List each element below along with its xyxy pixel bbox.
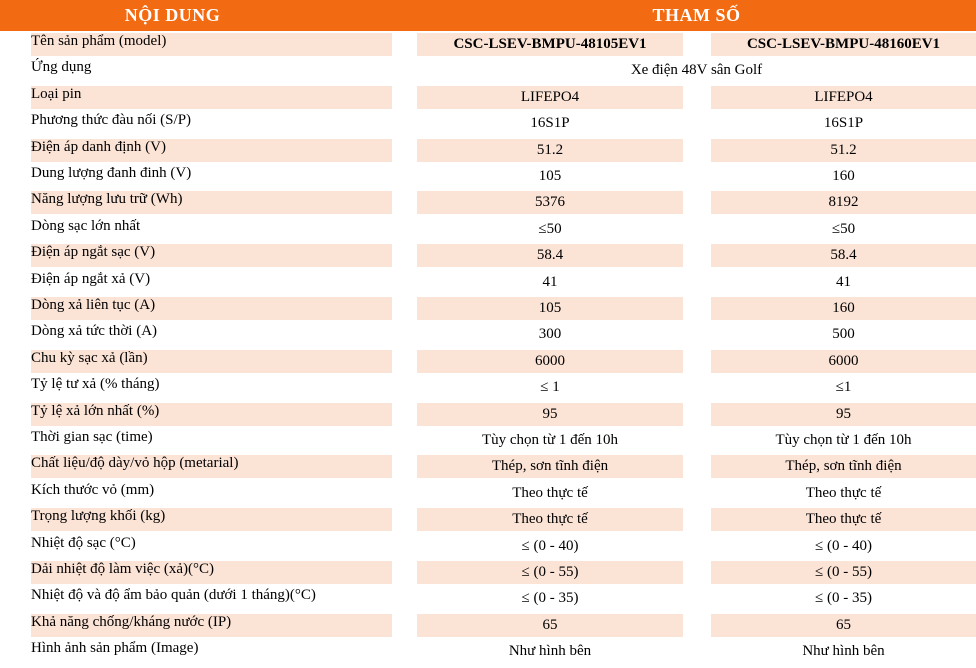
row-value-model-1: ≤ 1 — [540, 379, 560, 396]
row-value-model-2: 41 — [836, 273, 851, 290]
row-value-model-2: LIFEPO4 — [814, 88, 873, 105]
table-row — [0, 374, 976, 400]
row-value-model-2: ≤ (0 - 55) — [815, 564, 872, 580]
table-row — [0, 137, 976, 163]
table-row — [0, 295, 976, 321]
row-value-model-2: Theo thực tế — [805, 511, 882, 528]
row-value-model-2: 160 — [832, 300, 855, 316]
row-value-model-2: 51.2 — [830, 141, 857, 158]
row-value-model-2: 16S1P — [823, 115, 864, 132]
row-value-model-1: 41 — [542, 273, 558, 290]
table-row — [0, 401, 976, 427]
row-label: Trọng lượng khối (kg) — [31, 508, 166, 525]
table-row — [0, 348, 976, 374]
table-row — [0, 84, 976, 110]
table-header — [0, 0, 976, 31]
table-row — [0, 612, 976, 638]
row-label: Hình ảnh sản phẩm (Image) — [31, 640, 199, 657]
row-value-model-1: ≤ (0 - 40) — [521, 537, 579, 554]
row-value-model-2: ≤1 — [835, 379, 852, 396]
row-value-model-2: 6000 — [828, 352, 859, 369]
row-label: Dung lượng đanh đinh (V) — [31, 165, 192, 181]
table-row — [0, 638, 976, 664]
header-content-label: NỘI DUNG — [124, 5, 221, 25]
row-label: Loại pin — [31, 85, 82, 102]
row-value-model-1: 300 — [538, 326, 562, 343]
row-value-model-1: ≤ (0 - 55) — [521, 564, 579, 580]
table-row — [0, 453, 976, 479]
row-label: Chất liệu/độ dày/vỏ hộp (metarial) — [31, 455, 239, 472]
row-value-model-1: CSC-LSEV-BMPU-48105EV1 — [453, 36, 647, 52]
row-value-model-1: LIFEPO4 — [520, 88, 580, 105]
row-value-model-1: ≤ (0 - 35) — [521, 590, 579, 607]
row-value-model-1: 58.4 — [536, 247, 564, 264]
row-label: Khả năng chống/kháng nước (IP) — [31, 613, 232, 630]
row-value-model-1: 6000 — [535, 352, 565, 369]
row-value-model-1: Thép, sơn tĩnh điện — [491, 458, 609, 475]
row-label: Kích thước vỏ (mm) — [31, 481, 155, 498]
row-value-model-1: Như hình bên — [508, 643, 592, 660]
row-label: Điện áp ngắt xả (V) — [31, 270, 151, 287]
row-value-model-1: Theo thực tế — [512, 484, 588, 501]
row-label: Chu kỳ sạc xả (lần) — [31, 349, 148, 366]
table-row — [0, 31, 976, 57]
table-row — [0, 533, 976, 559]
row-label: Ứng dụng — [31, 59, 92, 76]
row-label: Dải nhiệt độ làm việc (xả)(°C) — [31, 561, 215, 577]
table-row — [0, 269, 976, 295]
table-row — [0, 110, 976, 136]
row-value-model-2: Theo thực tế — [805, 484, 882, 501]
row-value-model-2: CSC-LSEV-BMPU-48160EV1 — [746, 36, 941, 52]
header-parameters-label: THAM SỐ — [652, 5, 741, 25]
row-value-model-2: ≤50 — [831, 220, 856, 237]
table-row — [0, 427, 976, 453]
row-value-model-1: 5376 — [535, 194, 565, 211]
row-value-model-1: 105 — [538, 300, 562, 316]
row-value-model-1: 51.2 — [536, 141, 564, 158]
table-row — [0, 559, 976, 585]
row-label: Tên sản phẩm (model) — [31, 33, 167, 49]
row-value-model-2: ≤ (0 - 40) — [815, 537, 872, 554]
row-value-model-2: 500 — [832, 326, 855, 343]
row-label: Thời gian sạc (time) — [31, 429, 153, 445]
row-value-model-1: Theo thực tế — [512, 511, 588, 528]
row-value-model-1: 95 — [542, 405, 558, 422]
table-row — [0, 216, 976, 242]
row-label: Nhiệt độ và độ ẩm bảo quản (dưới 1 tháng)(°C) — [31, 587, 316, 604]
row-value-model-1: 105 — [538, 168, 562, 184]
row-value-model-2: Như hình bên — [802, 643, 885, 660]
row-value-model-1: ≤50 — [538, 220, 562, 237]
row-label: Điện áp ngắt sạc (V) — [31, 244, 156, 261]
row-value-model-2: Tùy chọn từ 1 đến 10h — [775, 432, 912, 448]
row-value-model-1: 65 — [542, 616, 558, 633]
row-label: Dòng sạc lớn nhất — [31, 217, 141, 234]
row-value-model-2: Thép, sơn tĩnh điện — [785, 458, 902, 475]
row-value-merged: Xe điện 48V sân Golf — [630, 62, 763, 79]
row-value-model-2: 95 — [836, 405, 851, 422]
row-value-model-1: Tùy chọn từ 1 đến 10h — [481, 432, 619, 448]
row-value-model-2: ≤ (0 - 35) — [815, 590, 872, 607]
row-value-model-2: 160 — [832, 168, 855, 184]
row-label: Tỷ lệ xả lớn nhất (%) — [31, 402, 160, 419]
row-label: Phương thức đàu nối (S/P) — [31, 112, 192, 129]
row-label: Nhiệt độ sạc (°C) — [31, 534, 136, 551]
table-row — [0, 163, 976, 189]
row-stripe-label — [31, 86, 392, 109]
row-value-model-1: 16S1P — [530, 115, 570, 132]
row-label: Tỷ lệ tư xả (% tháng) — [31, 376, 160, 393]
table-row — [0, 242, 976, 268]
row-label: Năng lượng lưu trữ (Wh) — [31, 191, 183, 208]
table-row — [0, 321, 976, 347]
table-row — [0, 189, 976, 215]
row-value-model-2: 8192 — [828, 194, 859, 211]
row-label: Dòng xả liên tục (A) — [31, 297, 156, 313]
table-row — [0, 585, 976, 611]
row-label: Dòng xả tức thời (A) — [31, 323, 158, 340]
table-row — [0, 57, 976, 83]
table-row — [0, 506, 976, 532]
row-value-model-2: 58.4 — [830, 247, 857, 264]
table-row — [0, 480, 976, 506]
row-value-model-2: 65 — [836, 616, 851, 633]
row-label: Điện áp danh định (V) — [31, 138, 166, 155]
